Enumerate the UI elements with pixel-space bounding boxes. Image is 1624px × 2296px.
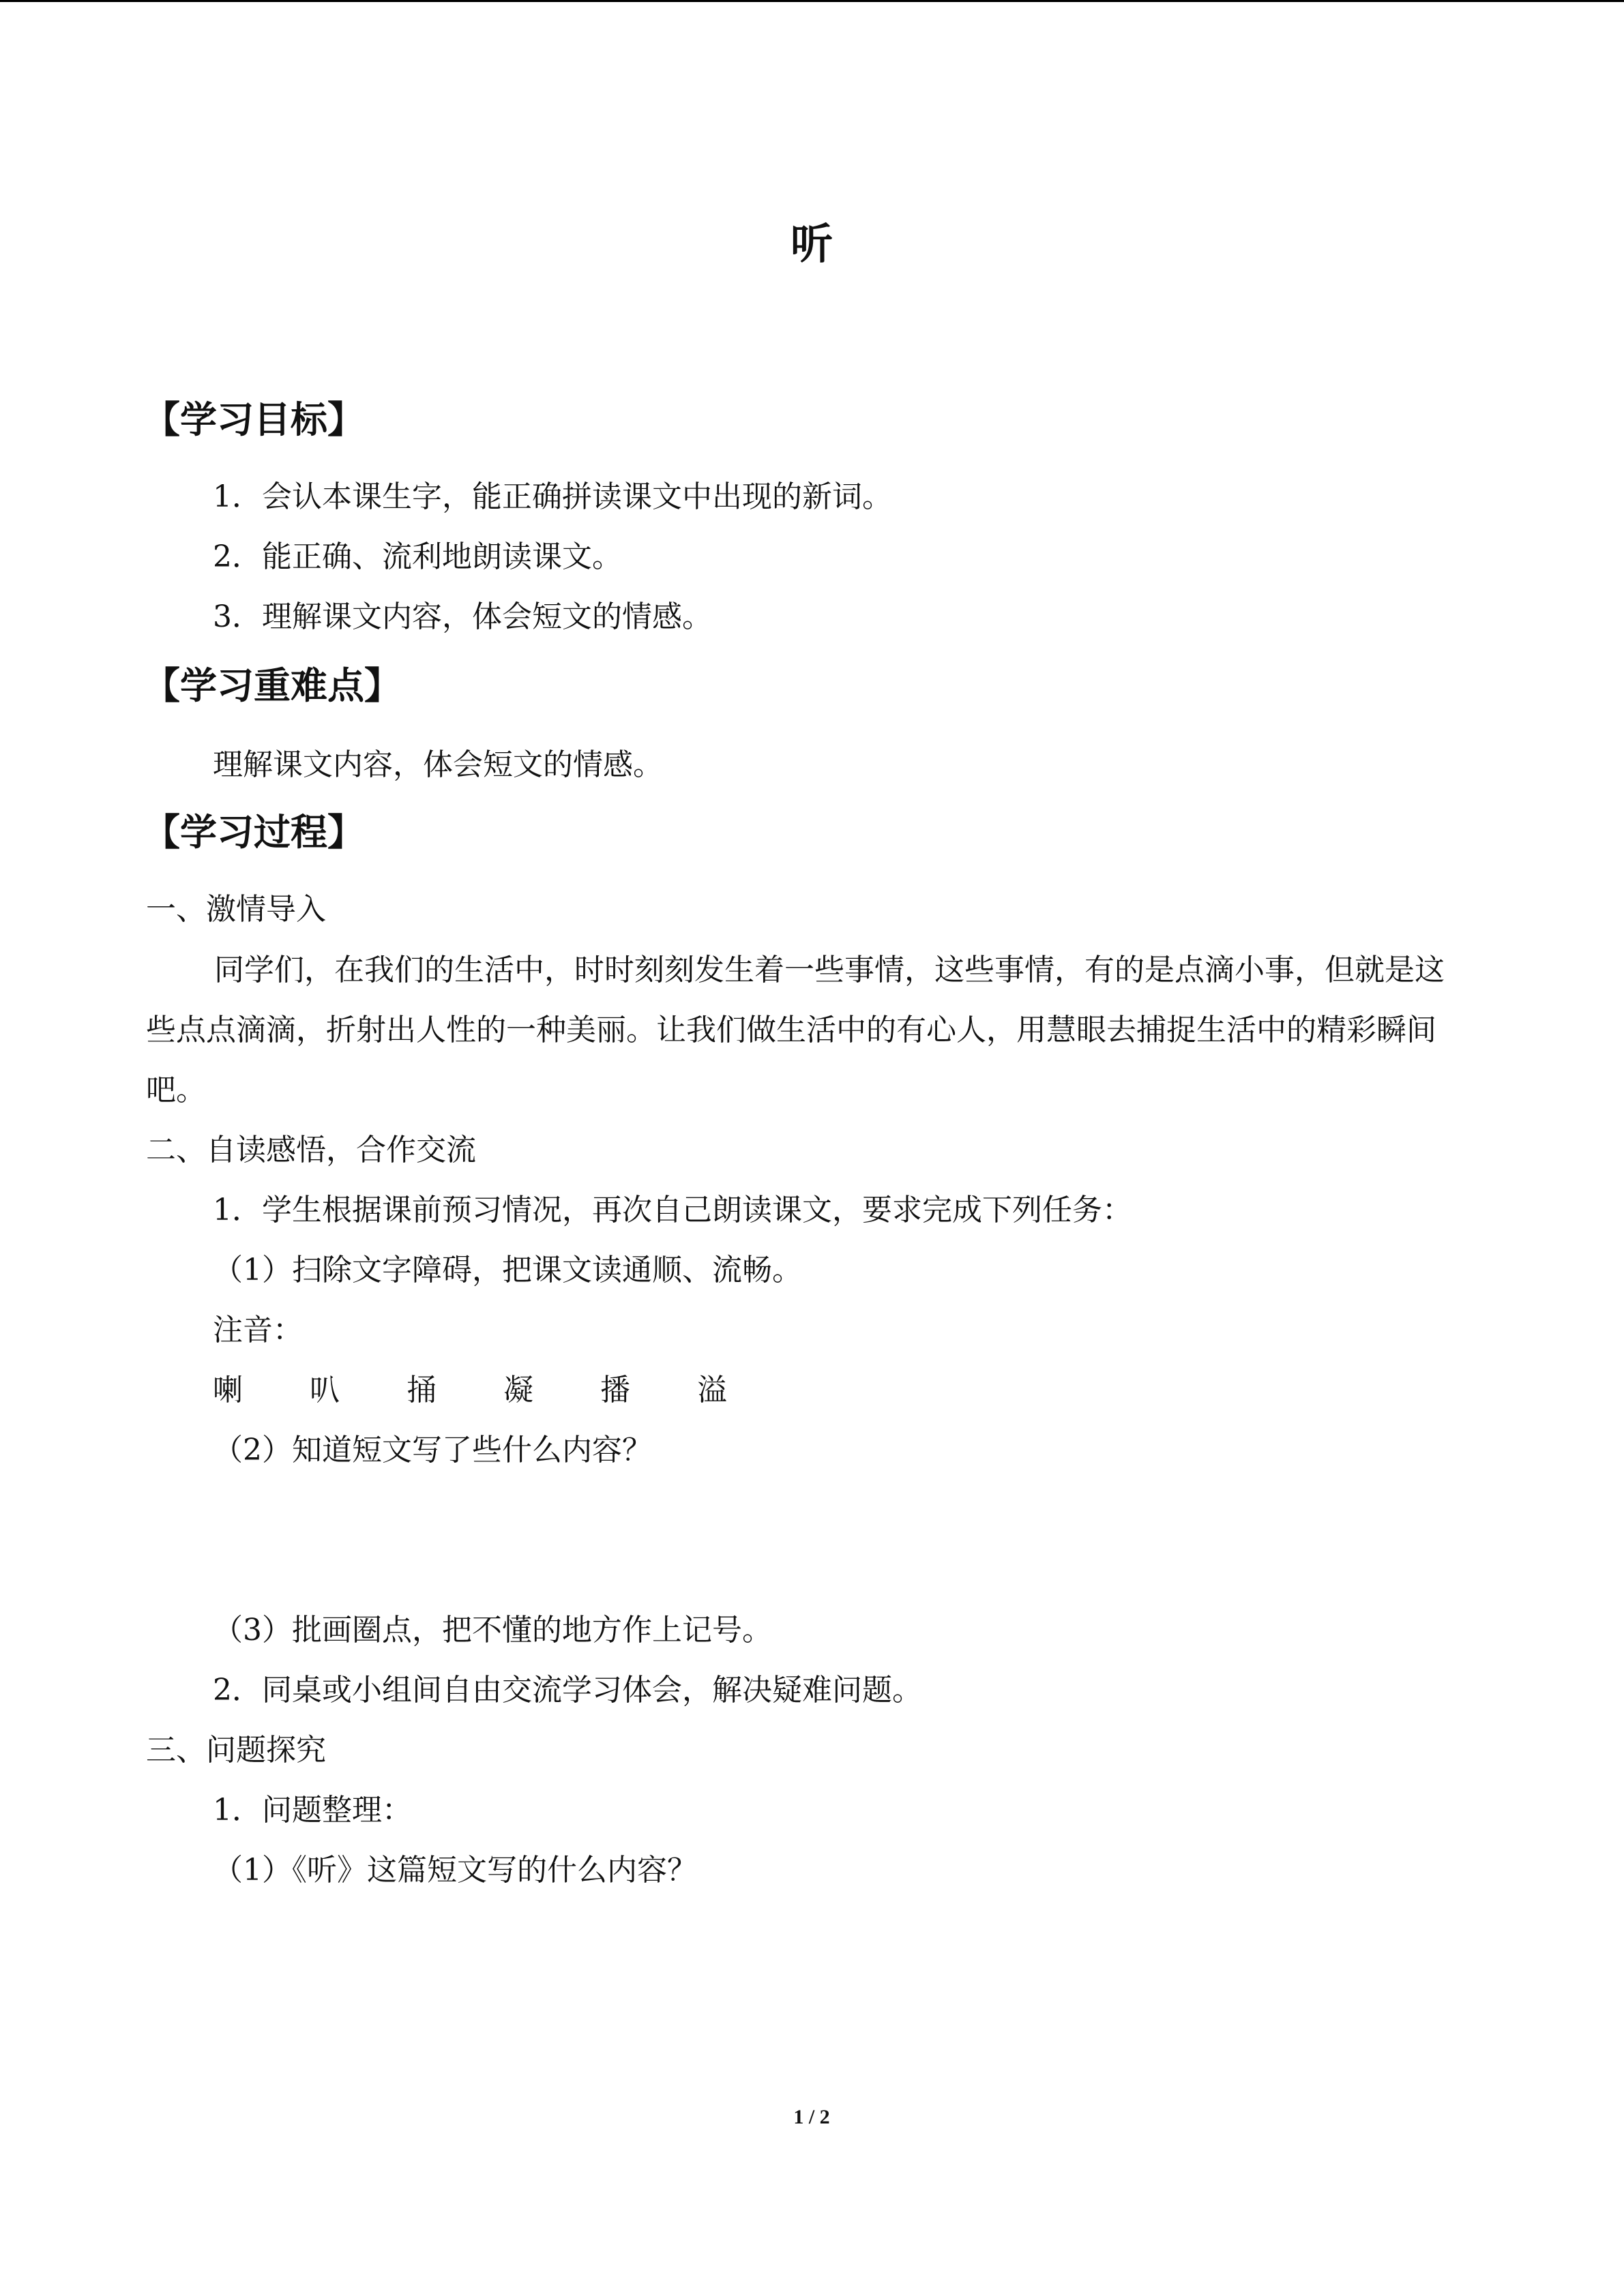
- process-part2-heading: 二、自读感悟，合作交流: [146, 1133, 476, 1167]
- process-part3-item1: 1．问题整理：: [213, 1793, 412, 1828]
- zhuyin-char: 喇: [213, 1373, 243, 1407]
- section-heading-goals: 【学习目标】: [143, 398, 364, 441]
- process-part1-paragraph: 同学们，在我们的生活中，时时刻刻发生着一些事情，这些事情，有的是点滴小事，但就是这些点点滴滴，折射出人性的一种美丽。让我们做生活中的有心人，用慧眼去捕捉生活中的精彩瞬间吧。: [146, 953, 1445, 1107]
- zhuyin-char: 溢: [697, 1373, 727, 1407]
- document-title: 听: [790, 219, 833, 269]
- goal-item-3: 3．理解课文内容，体会短文的情感。: [213, 599, 712, 634]
- process-part2-sub1: （1）扫除文字障碍，把课文读通顺、流畅。: [213, 1253, 802, 1287]
- process-part1-heading: 一、激情导入: [146, 892, 326, 927]
- process-part2-sub2: （2）知道短文写了些什么内容？: [213, 1433, 652, 1467]
- process-part3-sub1: （1）《听》这篇短文写的什么内容？: [213, 1853, 697, 1888]
- goal-item-2: 2．能正确、流利地朗读课文。: [213, 539, 622, 574]
- process-part3-heading: 三、问题探究: [146, 1733, 326, 1768]
- zhuyin-char: 捅: [407, 1373, 437, 1407]
- zhuyin-char: 播: [600, 1373, 630, 1407]
- zhuyin-char: 凝: [503, 1373, 533, 1407]
- section-heading-process: 【学习过程】: [143, 811, 364, 854]
- zhuyin-char: 叭: [310, 1373, 340, 1407]
- zhuyin-characters: [213, 1360, 794, 1420]
- process-part2-item2: 2．同桌或小组间自由交流学习体会，解决疑难问题。: [213, 1673, 922, 1708]
- section-heading-key-points: 【学习重难点】: [143, 664, 401, 707]
- page-number: 1 / 2: [793, 2106, 830, 2128]
- process-part2-sub3: （3）批画圈点，把不懂的地方作上记号。: [213, 1613, 772, 1648]
- key-points-text: 理解课文内容，体会短文的情感。: [213, 747, 663, 782]
- goal-item-1: 1．会认本课生字，能正确拼读课文中出现的新词。: [213, 479, 892, 514]
- process-part2-item1: 1．学生根据课前预习情况，再次自己朗读课文，要求完成下列任务：: [213, 1193, 1132, 1227]
- zhuyin-label: 注音：: [213, 1313, 303, 1347]
